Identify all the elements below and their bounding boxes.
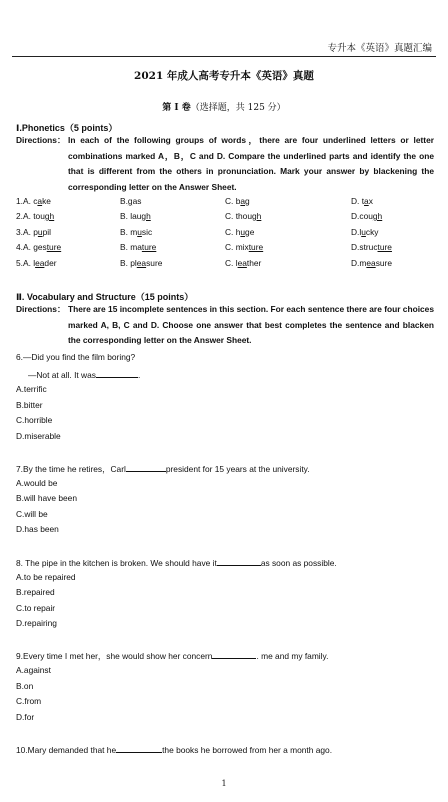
underlined-letters: u <box>240 227 246 237</box>
underlined-letters: gh <box>44 211 55 221</box>
phonetics-option: B. mature <box>120 242 157 252</box>
phonetics-option: C. though <box>225 211 262 221</box>
option: D.has been <box>16 524 59 534</box>
option: D.repairing <box>16 618 57 628</box>
answer-blank <box>96 368 141 380</box>
phonetics-option: B. laugh <box>120 211 151 221</box>
option: B.on <box>16 681 34 691</box>
header-rule <box>12 56 436 57</box>
directions-text: In each of the following groups of words，there are four underlined letters or letter combinations marked A，B，C and D. Compare the underlined parts and identify the one that is different from the others in pronunciation. Mark your answer by blackening the corresponding letter on the Answer Sheet. <box>68 135 434 192</box>
underlined-letters: u <box>37 227 43 237</box>
question-10 <box>16 743 332 755</box>
phonetics-option: 1.A. cake <box>16 196 51 206</box>
phonetics-option: B. music <box>120 227 153 237</box>
underlined-letters: ea <box>366 258 376 268</box>
option: A.to be repaired <box>16 572 76 582</box>
question-text: . <box>137 370 141 380</box>
phonetics-row <box>16 258 436 273</box>
underlined-letters: ture <box>46 242 62 252</box>
directions-label: Directions： <box>16 304 66 314</box>
option: D.miserable <box>16 431 61 441</box>
answer-blank <box>212 649 256 659</box>
directions-text: There are 15 incomplete sentences in this section. For each sentence there are four choices marked A, B, C and D. Choose one answer that best completes the sentence and blacken the corresponding letter on the Answer Sheet. <box>68 304 434 345</box>
question-text: president for 15 years at the university. <box>165 464 310 474</box>
phonetics-option: C. mixture <box>225 242 264 252</box>
phonetics-option: 2.A. tough <box>16 211 55 221</box>
question-6-line-2 <box>28 368 140 380</box>
question-text: 7.By the time he retires，Carl <box>16 464 126 474</box>
question-text: . me and my family. <box>256 651 329 661</box>
option: C.to repair <box>16 603 56 613</box>
option: B.bitter <box>16 400 43 410</box>
option: C.from <box>16 696 42 706</box>
underlined-letters: g <box>127 196 133 206</box>
question-6-line-1: 6.—Did you find the film boring? <box>16 352 136 362</box>
underlined-letters: u <box>137 227 142 237</box>
section-2-directions <box>16 302 434 349</box>
question-8 <box>16 556 337 568</box>
phonetics-option: D. tax <box>351 196 373 206</box>
part-note: （选择题，共 125 分） <box>190 103 286 113</box>
underlined-letters: gh <box>141 211 151 221</box>
phonetics-row <box>16 227 436 242</box>
phonetics-option: D.cough <box>351 211 383 221</box>
section-2-heading: Ⅱ. Vocabulary and Structure（15 points） <box>16 292 194 302</box>
phonetics-option: C. bag <box>225 196 250 206</box>
underlined-letters: ture <box>141 242 157 252</box>
phonetics-option: D.measure <box>351 258 392 268</box>
underlined-letters: gh <box>252 211 262 221</box>
answer-blank <box>126 462 166 472</box>
option: B.will have been <box>16 493 77 503</box>
question-7 <box>16 462 310 475</box>
option: D.for <box>16 712 35 722</box>
phonetics-option: 4.A. gesture <box>16 242 62 252</box>
option: C.horrible <box>16 415 53 425</box>
underlined-letters: a <box>364 196 369 206</box>
phonetics-option: 3.A. pupil <box>16 227 51 237</box>
phonetics-row <box>16 196 436 211</box>
option: B.repaired <box>16 587 55 597</box>
phonetics-option: C. huge <box>225 227 255 237</box>
underlined-letters: gh <box>372 211 383 221</box>
paper-subtitle <box>0 100 448 113</box>
underlined-letters: ea <box>35 258 45 268</box>
question-text: the books he borrowed from her a month ago. <box>162 745 333 755</box>
question-text: 8. The pipe in the kitchen is broken. We should have it <box>16 558 217 568</box>
question-text: 10.Mary demanded that he <box>16 745 117 755</box>
answer-blank <box>217 556 261 566</box>
section-1-heading: Ⅰ.Phonetics（5 points） <box>16 123 118 133</box>
part-label: 第 I 卷 <box>162 103 191 113</box>
option: A.against <box>16 665 51 675</box>
question-9 <box>16 649 328 662</box>
question-text: —Not at all. It was <box>28 370 96 380</box>
option: A.would be <box>16 478 58 488</box>
phonetics-option: C. leather <box>225 258 262 268</box>
phonetics-row <box>16 242 436 257</box>
phonetics-option: B. pleasure <box>120 258 163 268</box>
underlined-letters: ture <box>248 242 264 252</box>
underlined-letters: ea <box>136 258 147 268</box>
underlined-letters: ea <box>237 258 247 268</box>
question-text: 9.Every time I met her，she would show her concern <box>16 651 213 661</box>
answer-blank <box>116 743 162 753</box>
phonetics-option: 5.A. leader <box>16 258 57 268</box>
underlined-letters: a <box>37 196 43 206</box>
underlined-letters: ture <box>377 242 392 252</box>
running-header: 专升本《英语》真题汇编 <box>327 43 432 54</box>
phonetics-option: D.lucky <box>351 227 379 237</box>
section-1-directions <box>16 133 434 195</box>
underlined-letters: u <box>361 227 366 237</box>
phonetics-option: B.gas <box>120 196 142 206</box>
question-text: as soon as possible. <box>260 558 337 568</box>
option: A.terrific <box>16 384 47 394</box>
option: C.will be <box>16 509 48 519</box>
underlined-letters: a <box>240 196 246 206</box>
page-title: 2021 年成人高考专升本《英语》真题 <box>134 70 314 82</box>
phonetics-row <box>16 211 436 226</box>
directions-label: Directions： <box>16 135 66 145</box>
page-number: 1 <box>221 779 227 788</box>
phonetics-option: D.structure <box>351 242 392 252</box>
